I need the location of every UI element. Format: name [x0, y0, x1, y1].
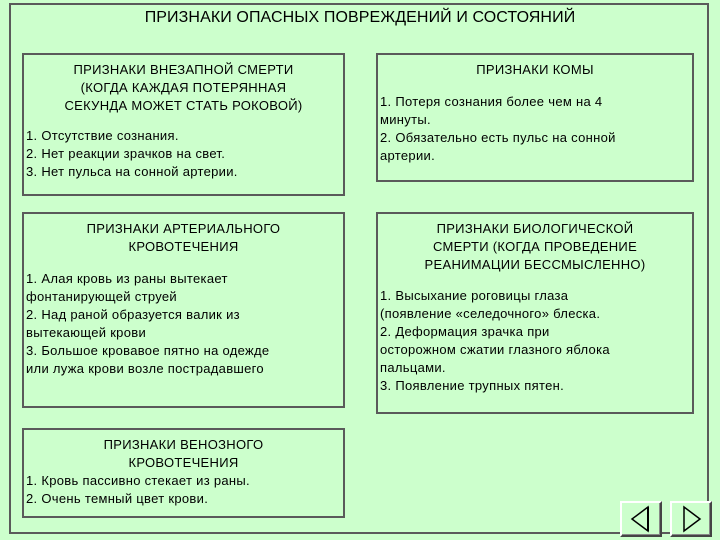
heading-line: СЕКУНДА МОЖЕТ СТАТЬ РОКОВОЙ) — [64, 98, 303, 113]
heading-line: (КОГДА КАЖДАЯ ПОТЕРЯННАЯ — [80, 80, 287, 95]
list-item: фонтанирующей струей — [26, 289, 177, 304]
box-body — [24, 270, 343, 378]
prev-slide-button[interactable] — [620, 501, 662, 537]
next-slide-icon — [672, 503, 710, 535]
box-heading — [24, 436, 343, 472]
list-item: 3. Нет пульса на сонной артерии. — [26, 164, 238, 179]
heading-line: ПРИЗНАКИ БИОЛОГИЧЕСКОЙ — [436, 221, 634, 236]
list-item: (появление «селедочного» блеска. — [380, 306, 601, 321]
heading-line: ПРИЗНАКИ АРТЕРИАЛЬНОГО — [86, 221, 281, 236]
list-item: 2. Нет реакции зрачков на свет. — [26, 146, 226, 161]
arterial-bleeding-box — [22, 212, 345, 408]
biological-death-box — [376, 212, 694, 414]
heading-line: ПРИЗНАКИ ВЕНОЗНОГО — [103, 437, 264, 452]
list-item: 2. Над раной образуется валик из — [26, 307, 240, 322]
box-body — [378, 287, 692, 395]
list-item: 1. Алая кровь из раны вытекает — [26, 271, 228, 286]
list-item: 1. Высыхание роговицы глаза — [380, 288, 569, 303]
list-item: 2. Деформация зрачка при — [380, 324, 550, 339]
heading-line: СМЕРТИ (КОГДА ПРОВЕДЕНИЕ — [432, 239, 638, 254]
heading-line: ПРИЗНАКИ КОМЫ — [476, 62, 594, 77]
list-item: артерии. — [380, 148, 435, 163]
list-item: вытекающей крови — [26, 325, 147, 340]
heading-line: КРОВОТЕЧЕНИЯ — [128, 239, 239, 254]
list-item: или лужа крови возле пострадавшего — [26, 361, 264, 376]
list-item: 1. Кровь пассивно стекает из раны. — [26, 473, 250, 488]
heading-line: РЕАНИМАЦИИ БЕССМЫСЛЕННО) — [424, 257, 646, 272]
heading-line: КРОВОТЕЧЕНИЯ — [128, 455, 239, 470]
list-item: 3. Большое кровавое пятно на одежде — [26, 343, 270, 358]
list-item: 1. Потеря сознания более чем на 4 — [380, 94, 603, 109]
box-body — [24, 127, 343, 181]
box-heading — [378, 61, 692, 79]
page-title: ПРИЗНАКИ ОПАСНЫХ ПОВРЕЖДЕНИЙ И СОСТОЯНИЙ — [144, 9, 576, 26]
list-item: 2. Обязательно есть пульс на сонной — [380, 130, 616, 145]
prev-slide-icon — [622, 503, 660, 535]
heading-line: ПРИЗНАКИ ВНЕЗАПНОЙ СМЕРТИ — [73, 62, 294, 77]
box-heading — [24, 61, 343, 115]
venous-bleeding-box — [22, 428, 345, 518]
list-item: минуты. — [380, 112, 431, 127]
coma-box — [376, 53, 694, 182]
sudden-death-box — [22, 53, 345, 196]
list-item: осторожном сжатии глазного яблока — [380, 342, 610, 357]
list-item: 3. Появление трупных пятен. — [380, 378, 564, 393]
next-slide-button[interactable] — [670, 501, 712, 537]
box-heading — [378, 220, 692, 274]
list-item: пальцами. — [380, 360, 446, 375]
list-item: 2. Очень темный цвет крови. — [26, 491, 209, 506]
box-heading — [24, 220, 343, 256]
list-item: 1. Отсутствие сознания. — [26, 128, 179, 143]
box-body — [378, 93, 692, 165]
box-body — [24, 472, 343, 508]
